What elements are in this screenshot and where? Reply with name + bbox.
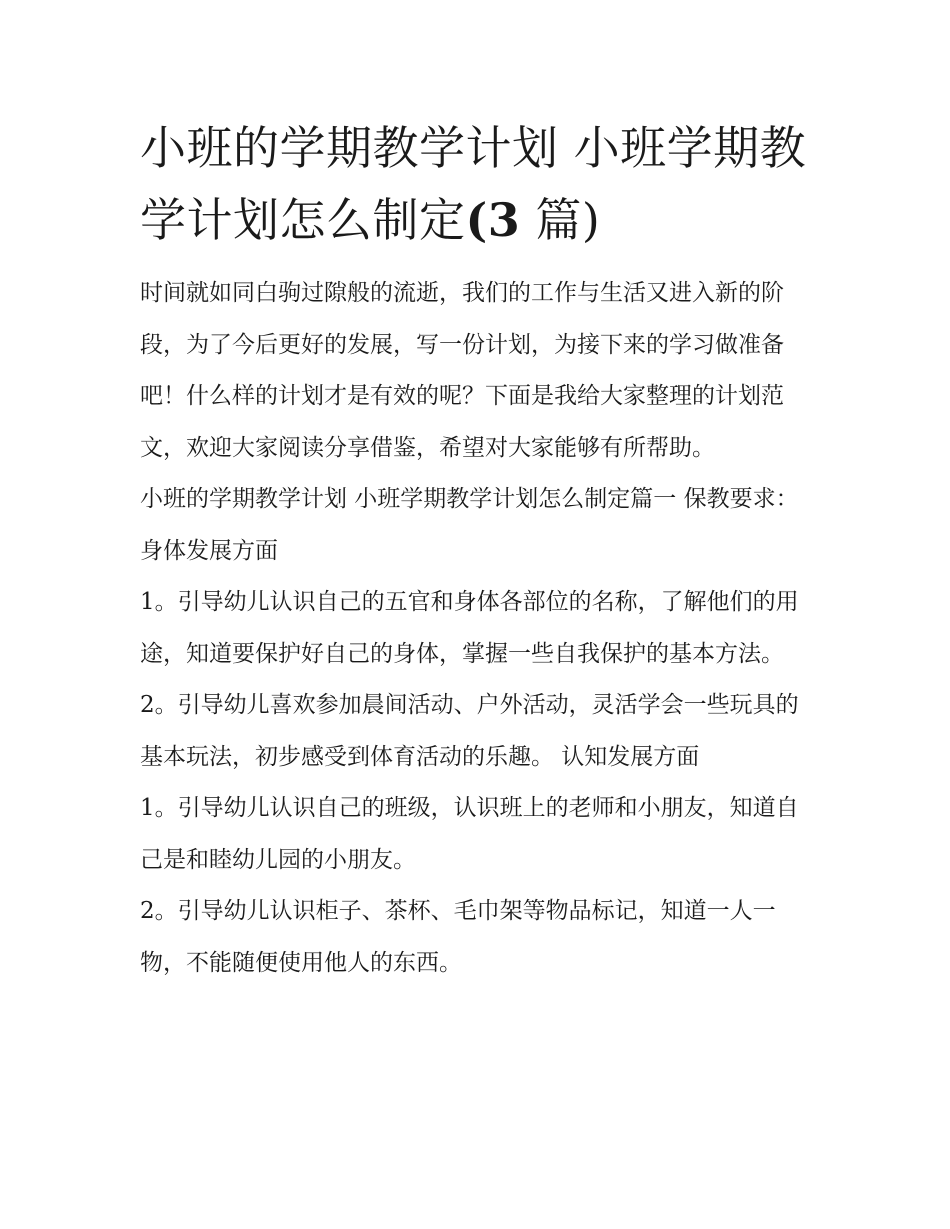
title-text: 小班的学期教学计划 小班学期教学计划怎么制定 [140, 121, 807, 247]
section-heading-paragraph: 小班的学期教学计划 小班学期教学计划怎么制定篇一 保教要求： 身体发展方面 [140, 486, 799, 564]
body-paragraph: 1。引导幼儿认识自己的五官和身体各部位的名称，了解他们的用途，知道要保护好自己的身体，掌握一些自我保护的基本方法。 [140, 589, 799, 667]
document-page [140, 112, 820, 989]
intro-paragraph: 时间就如同白驹过隙般的流逝，我们的工作与生活又进入新的阶段，为了今后更好的发展，写一份计划，为接下来的学习做准备吧！什么样的计划才是有效的呢？下面是我给大家整理的计划范文，欢迎大家阅读分享借鉴，希望对大家能够有所帮助。 [140, 280, 784, 461]
body-paragraph: 2。引导幼儿认识柜子、茶杯、毛巾架等物品标记，知道一人一物，不能随便使用他人的东西。 [140, 898, 776, 976]
body-paragraph: 1。引导幼儿认识自己的班级，认识班上的老师和小朋友，知道自己是和睦幼儿园的小朋友。 [140, 795, 799, 873]
document-title [140, 112, 820, 256]
body-paragraph: 2。引导幼儿喜欢参加晨间活动、户外活动，灵活学会一些玩具的基本玩法，初步感受到体育活动的乐趣。 认知发展方面 [140, 692, 799, 770]
title-suffix: 篇) [520, 193, 601, 247]
title-count: (3 [465, 193, 521, 247]
